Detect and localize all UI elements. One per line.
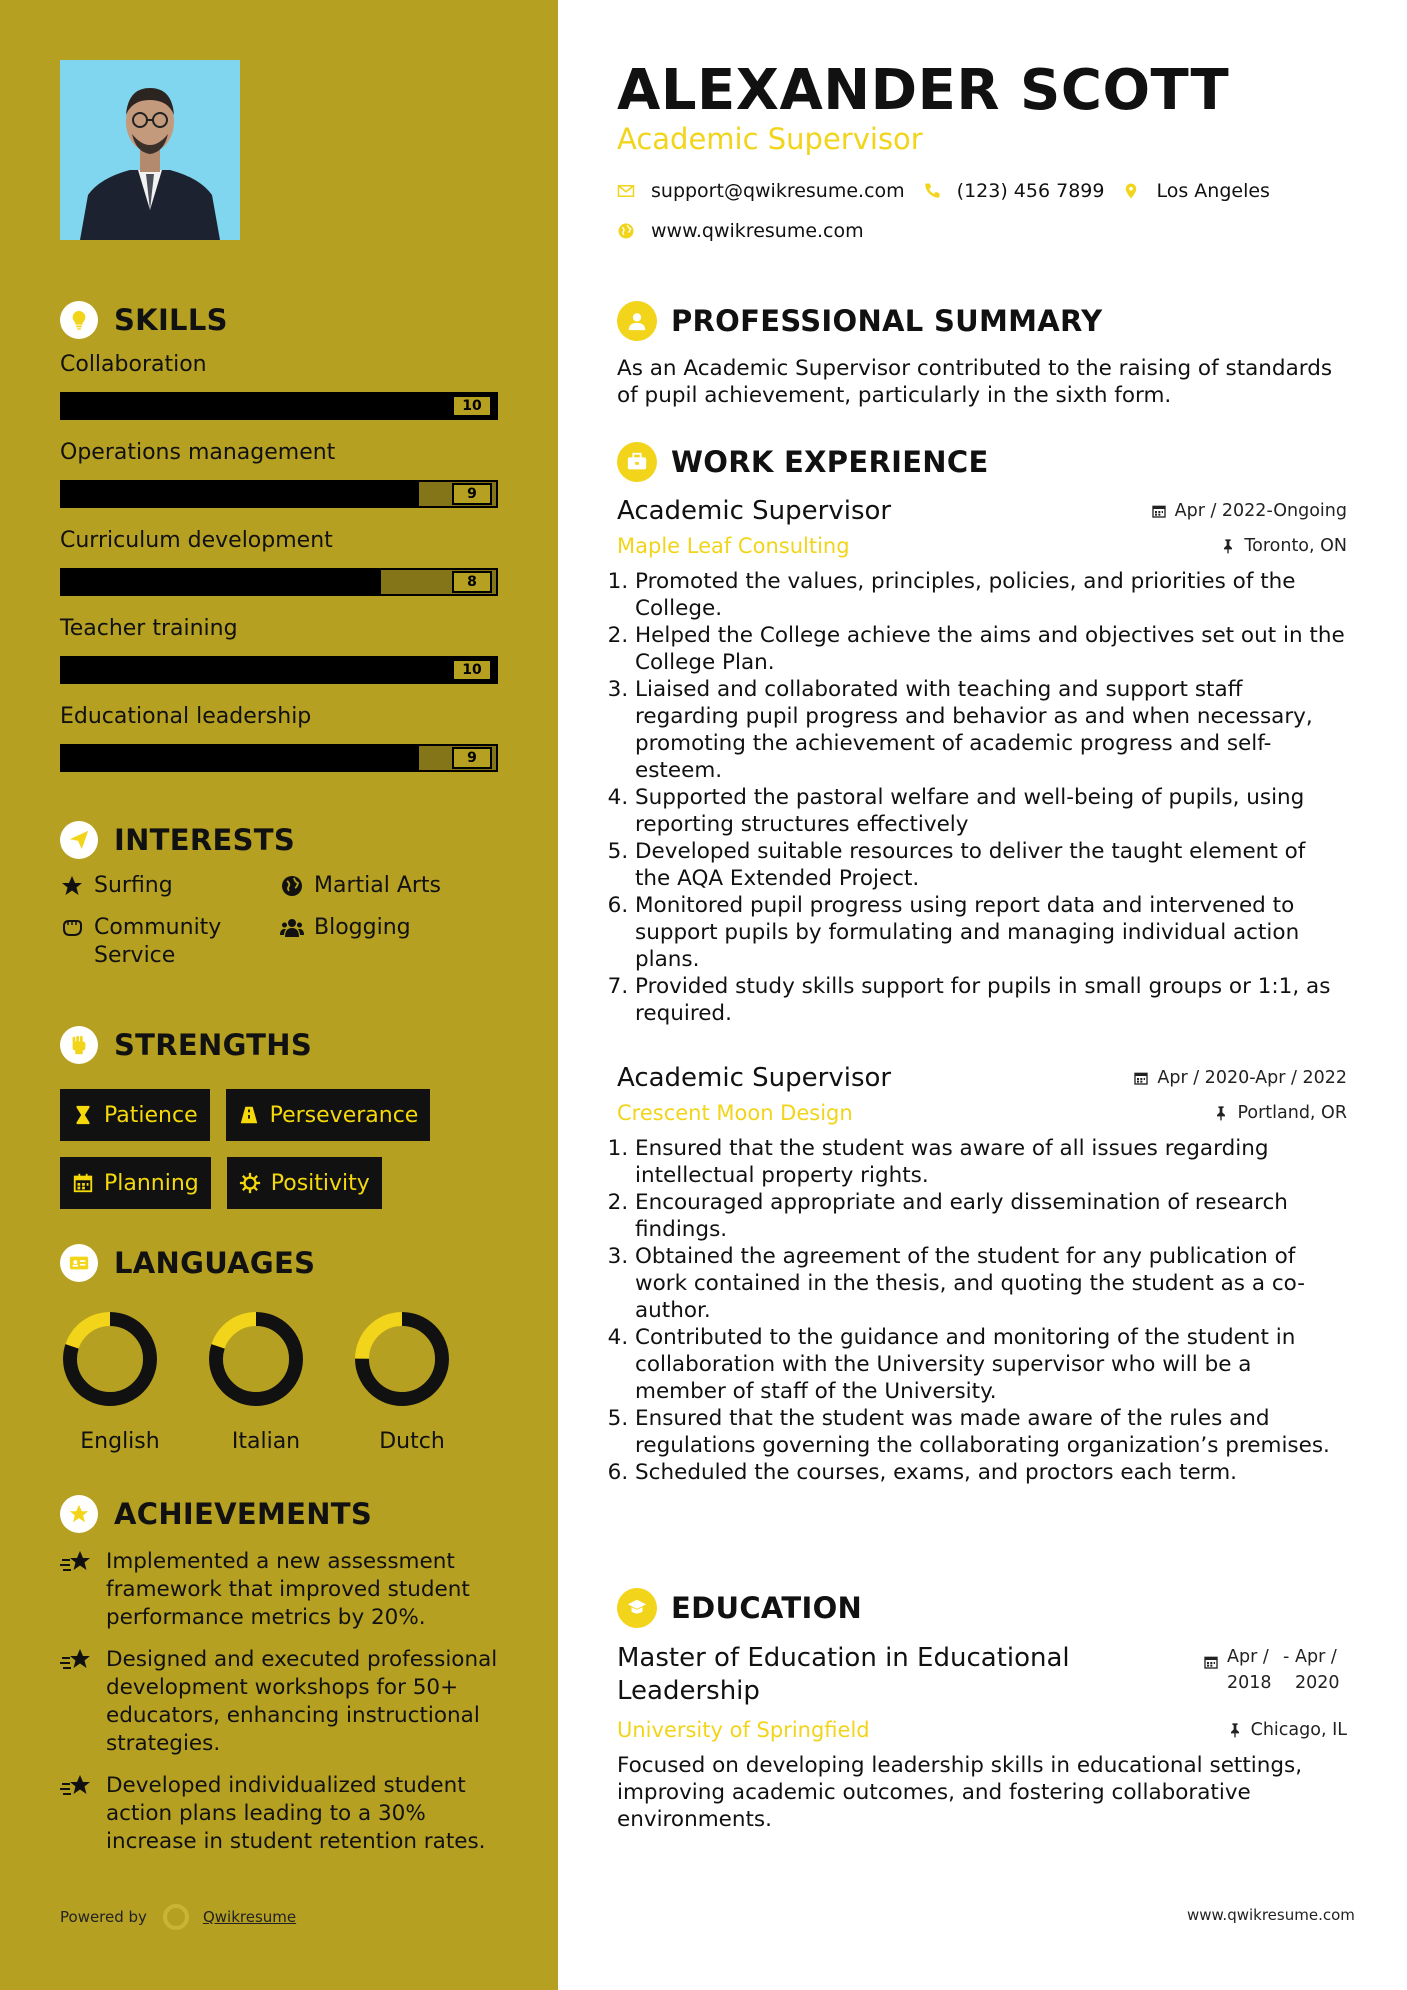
- education-title: EDUCATION: [671, 1591, 863, 1625]
- experience-header: [617, 440, 1347, 484]
- profile-photo: [60, 60, 240, 240]
- interest-item: [60, 914, 280, 970]
- job-header-row: [617, 1063, 1347, 1093]
- strengths-section: [60, 1025, 510, 1209]
- skill-bar-fill: [62, 570, 381, 594]
- star-icon: [60, 874, 84, 898]
- language-label: English: [80, 1429, 160, 1454]
- achievement-item: [60, 1548, 510, 1632]
- date-separator: -: [1283, 1647, 1290, 1667]
- gear-icon: [239, 1172, 261, 1194]
- summary-text: As an Academic Supervisor contributed to the raising of standards of pupil achievement, particularly in the sixth form.: [617, 356, 1333, 408]
- language-item: [206, 1309, 352, 1454]
- language-ring: [206, 1309, 306, 1409]
- skills-title: SKILLS: [114, 303, 228, 337]
- duty-item: 5. Developed suitable resources to deliver the taught element of the AQA Extended Project.: [635, 838, 1347, 892]
- pushpin-icon: [1227, 1722, 1243, 1738]
- interests-list: [60, 872, 510, 970]
- shooting-star-icon: [60, 1772, 94, 1802]
- education-description: Focused on developing leadership skills in educational settings, improving academic outcomes, and fostering collaborative environments.: [617, 1753, 1303, 1832]
- pushpin-icon: [1213, 1105, 1229, 1121]
- skill-bar: [60, 656, 498, 684]
- education-header-row: [617, 1642, 1347, 1708]
- calendar-icon: [1203, 1654, 1219, 1670]
- strength-tag: [60, 1089, 210, 1141]
- skill-item: [60, 614, 510, 684]
- language-item: [352, 1309, 498, 1454]
- job-location: [1220, 536, 1347, 556]
- languages-list: [60, 1309, 510, 1454]
- duty-item: 1. Ensured that the student was aware of all issues regarding intellectual property rights.: [635, 1135, 1347, 1189]
- summary-header: [617, 299, 1347, 343]
- candidate-name: ALEXANDER SCOTT: [617, 58, 1230, 123]
- skill-value: 10: [452, 659, 492, 681]
- achievement-text: Designed and executed professional development workshops for 50+ educators, enhancing instructional strategies.: [106, 1647, 498, 1756]
- achievements-title: ACHIEVEMENTS: [114, 1497, 373, 1531]
- calendar-icon: [1133, 1070, 1149, 1086]
- skill-bar: [60, 392, 498, 420]
- job-title: Academic Supervisor: [617, 496, 892, 526]
- skill-value: 8: [452, 571, 492, 593]
- strength-label: Perseverance: [269, 1102, 419, 1128]
- map-pin-icon: [1122, 182, 1140, 200]
- experience-title: WORK EXPERIENCE: [671, 445, 989, 479]
- skill-value: 9: [452, 747, 492, 769]
- languages-title: LANGUAGES: [114, 1246, 316, 1280]
- skill-bar-fill: [62, 746, 419, 770]
- fist-icon: [60, 1026, 98, 1064]
- job-duties: [617, 1135, 1347, 1486]
- interests-section: [60, 820, 510, 970]
- degree-name: Master of Education in Educational Leadership: [617, 1643, 1070, 1706]
- strength-tag: [226, 1089, 431, 1141]
- skill-bar: [60, 744, 498, 772]
- contact-location: Los Angeles: [1156, 180, 1270, 202]
- job-location-text: Toronto, ON: [1244, 536, 1347, 556]
- education-section: [617, 1586, 1347, 1833]
- education-header: [617, 1586, 1347, 1630]
- skill-item: [60, 526, 510, 596]
- id-card-icon: [60, 1244, 98, 1282]
- skills-header: [60, 300, 510, 340]
- job-sub-row: [617, 1101, 1347, 1125]
- achievement-text: Developed individualized student action plans leading to a 30% increase in student retention rates.: [106, 1773, 486, 1854]
- job-entry: [617, 1063, 1347, 1486]
- skill-value: 10: [452, 395, 492, 417]
- languages-header: [60, 1243, 510, 1283]
- interest-label: Martial Arts: [314, 873, 442, 898]
- duty-item: 7. Provided study skills support for pupils in small groups or 1:1, as required.: [635, 973, 1347, 1027]
- contact-row: [617, 220, 864, 242]
- achievement-item: [60, 1646, 510, 1758]
- language-ring: [60, 1309, 160, 1409]
- users-icon: [280, 916, 304, 940]
- interest-item: [280, 914, 500, 970]
- language-item: [60, 1309, 206, 1454]
- achievement-text: Implemented a new assessment framework that improved student performance metrics by 20%.: [106, 1549, 470, 1630]
- road-icon: [238, 1104, 260, 1126]
- contact-phone[interactable]: (123) 456 7899: [956, 180, 1105, 202]
- job-duties: [617, 568, 1347, 1027]
- language-label: Italian: [231, 1429, 301, 1454]
- strength-tag: [227, 1157, 382, 1209]
- duty-item: 2. Encouraged appropriate and early dissemination of research findings.: [635, 1189, 1347, 1243]
- company-name: Maple Leaf Consulting: [617, 534, 850, 558]
- envelope-icon: [617, 182, 635, 200]
- contact-email[interactable]: support@qwikresume.com: [651, 180, 905, 202]
- interest-item: [280, 872, 500, 900]
- lightbulb-icon: [60, 301, 98, 339]
- user-icon: [617, 301, 657, 341]
- interest-item: [60, 872, 280, 900]
- skill-name: Teacher training: [60, 616, 238, 641]
- qwikresume-logo-icon: [161, 1902, 191, 1932]
- strength-label: Planning: [104, 1170, 199, 1196]
- strengths-list: [60, 1089, 500, 1209]
- paper-plane-icon: [60, 821, 98, 859]
- graduate-icon: [617, 1588, 657, 1628]
- job-entry: [617, 496, 1347, 1027]
- shooting-star-icon: [60, 1646, 94, 1676]
- job-dates-text: Apr / 2022-Ongoing: [1174, 501, 1347, 521]
- job-dates: [1133, 1068, 1347, 1088]
- hourglass-icon: [72, 1104, 94, 1126]
- powered-by-label: Powered by: [60, 1908, 147, 1926]
- skill-item: [60, 438, 510, 508]
- interest-label: Surfing: [94, 873, 173, 898]
- candidate-role: Academic Supervisor: [617, 122, 923, 156]
- phone-icon: [923, 182, 941, 200]
- duty-item: 6. Scheduled the courses, exams, and proctors each term.: [635, 1459, 1347, 1486]
- calendar-icon: [1151, 503, 1167, 519]
- duty-item: 4. Contributed to the guidance and monitoring of the student in collaboration with the University supervisor who will be a member of staff of the University.: [635, 1324, 1347, 1405]
- job-dates: [1151, 501, 1347, 521]
- strengths-header: [60, 1025, 510, 1065]
- footer-website[interactable]: www.qwikresume.com: [1187, 1906, 1355, 1924]
- summary-section: [617, 299, 1347, 409]
- job-location-text: Portland, OR: [1237, 1103, 1347, 1123]
- interest-label: Community Service: [94, 915, 222, 968]
- language-ring: [352, 1309, 452, 1409]
- pushpin-icon: [1220, 538, 1236, 554]
- skill-name: Operations management: [60, 440, 336, 465]
- strength-label: Patience: [104, 1102, 198, 1128]
- person-portrait-icon: [60, 60, 240, 240]
- education-dates: [1203, 1644, 1347, 1696]
- duty-item: 4. Supported the pastoral welfare and well-being of pupils, using reporting structures effectively: [635, 784, 1347, 838]
- contact-row: [617, 180, 1270, 202]
- education-start-date: Apr / 2018: [1227, 1647, 1272, 1693]
- calendar-icon: [72, 1172, 94, 1194]
- skill-name: Educational leadership: [60, 704, 312, 729]
- education-end-date: Apr / 2020: [1295, 1647, 1340, 1693]
- job-dates-text: Apr / 2020-Apr / 2022: [1157, 1068, 1347, 1088]
- skill-name: Curriculum development: [60, 528, 333, 553]
- strength-tag: [60, 1157, 211, 1209]
- interest-label: Blogging: [314, 915, 411, 940]
- skill-bar: [60, 568, 498, 596]
- strength-label: Positivity: [270, 1170, 370, 1196]
- skills-section: [60, 300, 510, 772]
- education-location: [1227, 1720, 1347, 1740]
- education-location-text: Chicago, IL: [1250, 1720, 1347, 1740]
- duty-item: 2. Helped the College achieve the aims and objectives set out in the College Plan.: [635, 622, 1347, 676]
- powered-by: [60, 1902, 296, 1932]
- duty-item: 1. Promoted the values, principles, policies, and priorities of the College.: [635, 568, 1347, 622]
- education-sub-row: [617, 1718, 1347, 1742]
- achievements-section: [60, 1494, 510, 1856]
- briefcase-icon: [617, 442, 657, 482]
- skill-bar-fill: [62, 658, 496, 682]
- sidebar: [0, 0, 558, 1990]
- interests-title: INTERESTS: [114, 823, 296, 857]
- company-name: Crescent Moon Design: [617, 1101, 853, 1125]
- duty-item: 6. Monitored pupil progress using report data and intervened to support pupils by formulating and managing individual action plans.: [635, 892, 1347, 973]
- skill-item: [60, 702, 510, 772]
- qwikresume-link[interactable]: Qwikresume: [202, 1908, 297, 1926]
- shooting-star-icon: [60, 1548, 94, 1578]
- job-header-row: [617, 496, 1347, 526]
- skill-bar-fill: [62, 482, 419, 506]
- school-name: University of Springfield: [617, 1718, 870, 1742]
- achievements-header: [60, 1494, 510, 1534]
- skill-bar: [60, 480, 498, 508]
- job-title: Academic Supervisor: [617, 1063, 892, 1093]
- job-location: [1213, 1103, 1347, 1123]
- job-sub-row: [617, 534, 1347, 558]
- skill-item: [60, 350, 510, 420]
- experience-section: [617, 440, 1347, 1486]
- globe-icon: [617, 222, 635, 240]
- strengths-title: STRENGTHS: [114, 1028, 313, 1062]
- skill-value: 9: [452, 483, 492, 505]
- hand-icon: [60, 916, 84, 940]
- skill-name: Collaboration: [60, 352, 207, 377]
- achievement-item: [60, 1772, 510, 1856]
- languages-section: [60, 1243, 510, 1454]
- globe-icon: [280, 874, 304, 898]
- duty-item: 5. Ensured that the student was made aware of the rules and regulations governing the collaborating organization’s premises.: [635, 1405, 1347, 1459]
- duty-item: 3. Obtained the agreement of the student for any publication of work contained in the thesis, and quoting the student as a co-author.: [635, 1243, 1347, 1324]
- contact-website[interactable]: www.qwikresume.com: [651, 220, 864, 242]
- duty-item: 3. Liaised and collaborated with teaching and support staff regarding pupil progress and behavior as and when necessary, promoting the achievement of academic progress and self-esteem.: [635, 676, 1347, 784]
- summary-title: PROFESSIONAL SUMMARY: [671, 304, 1103, 338]
- skill-bar-fill: [62, 394, 496, 418]
- star-burst-icon: [60, 1495, 98, 1533]
- interests-header: [60, 820, 510, 860]
- language-label: Dutch: [379, 1429, 445, 1454]
